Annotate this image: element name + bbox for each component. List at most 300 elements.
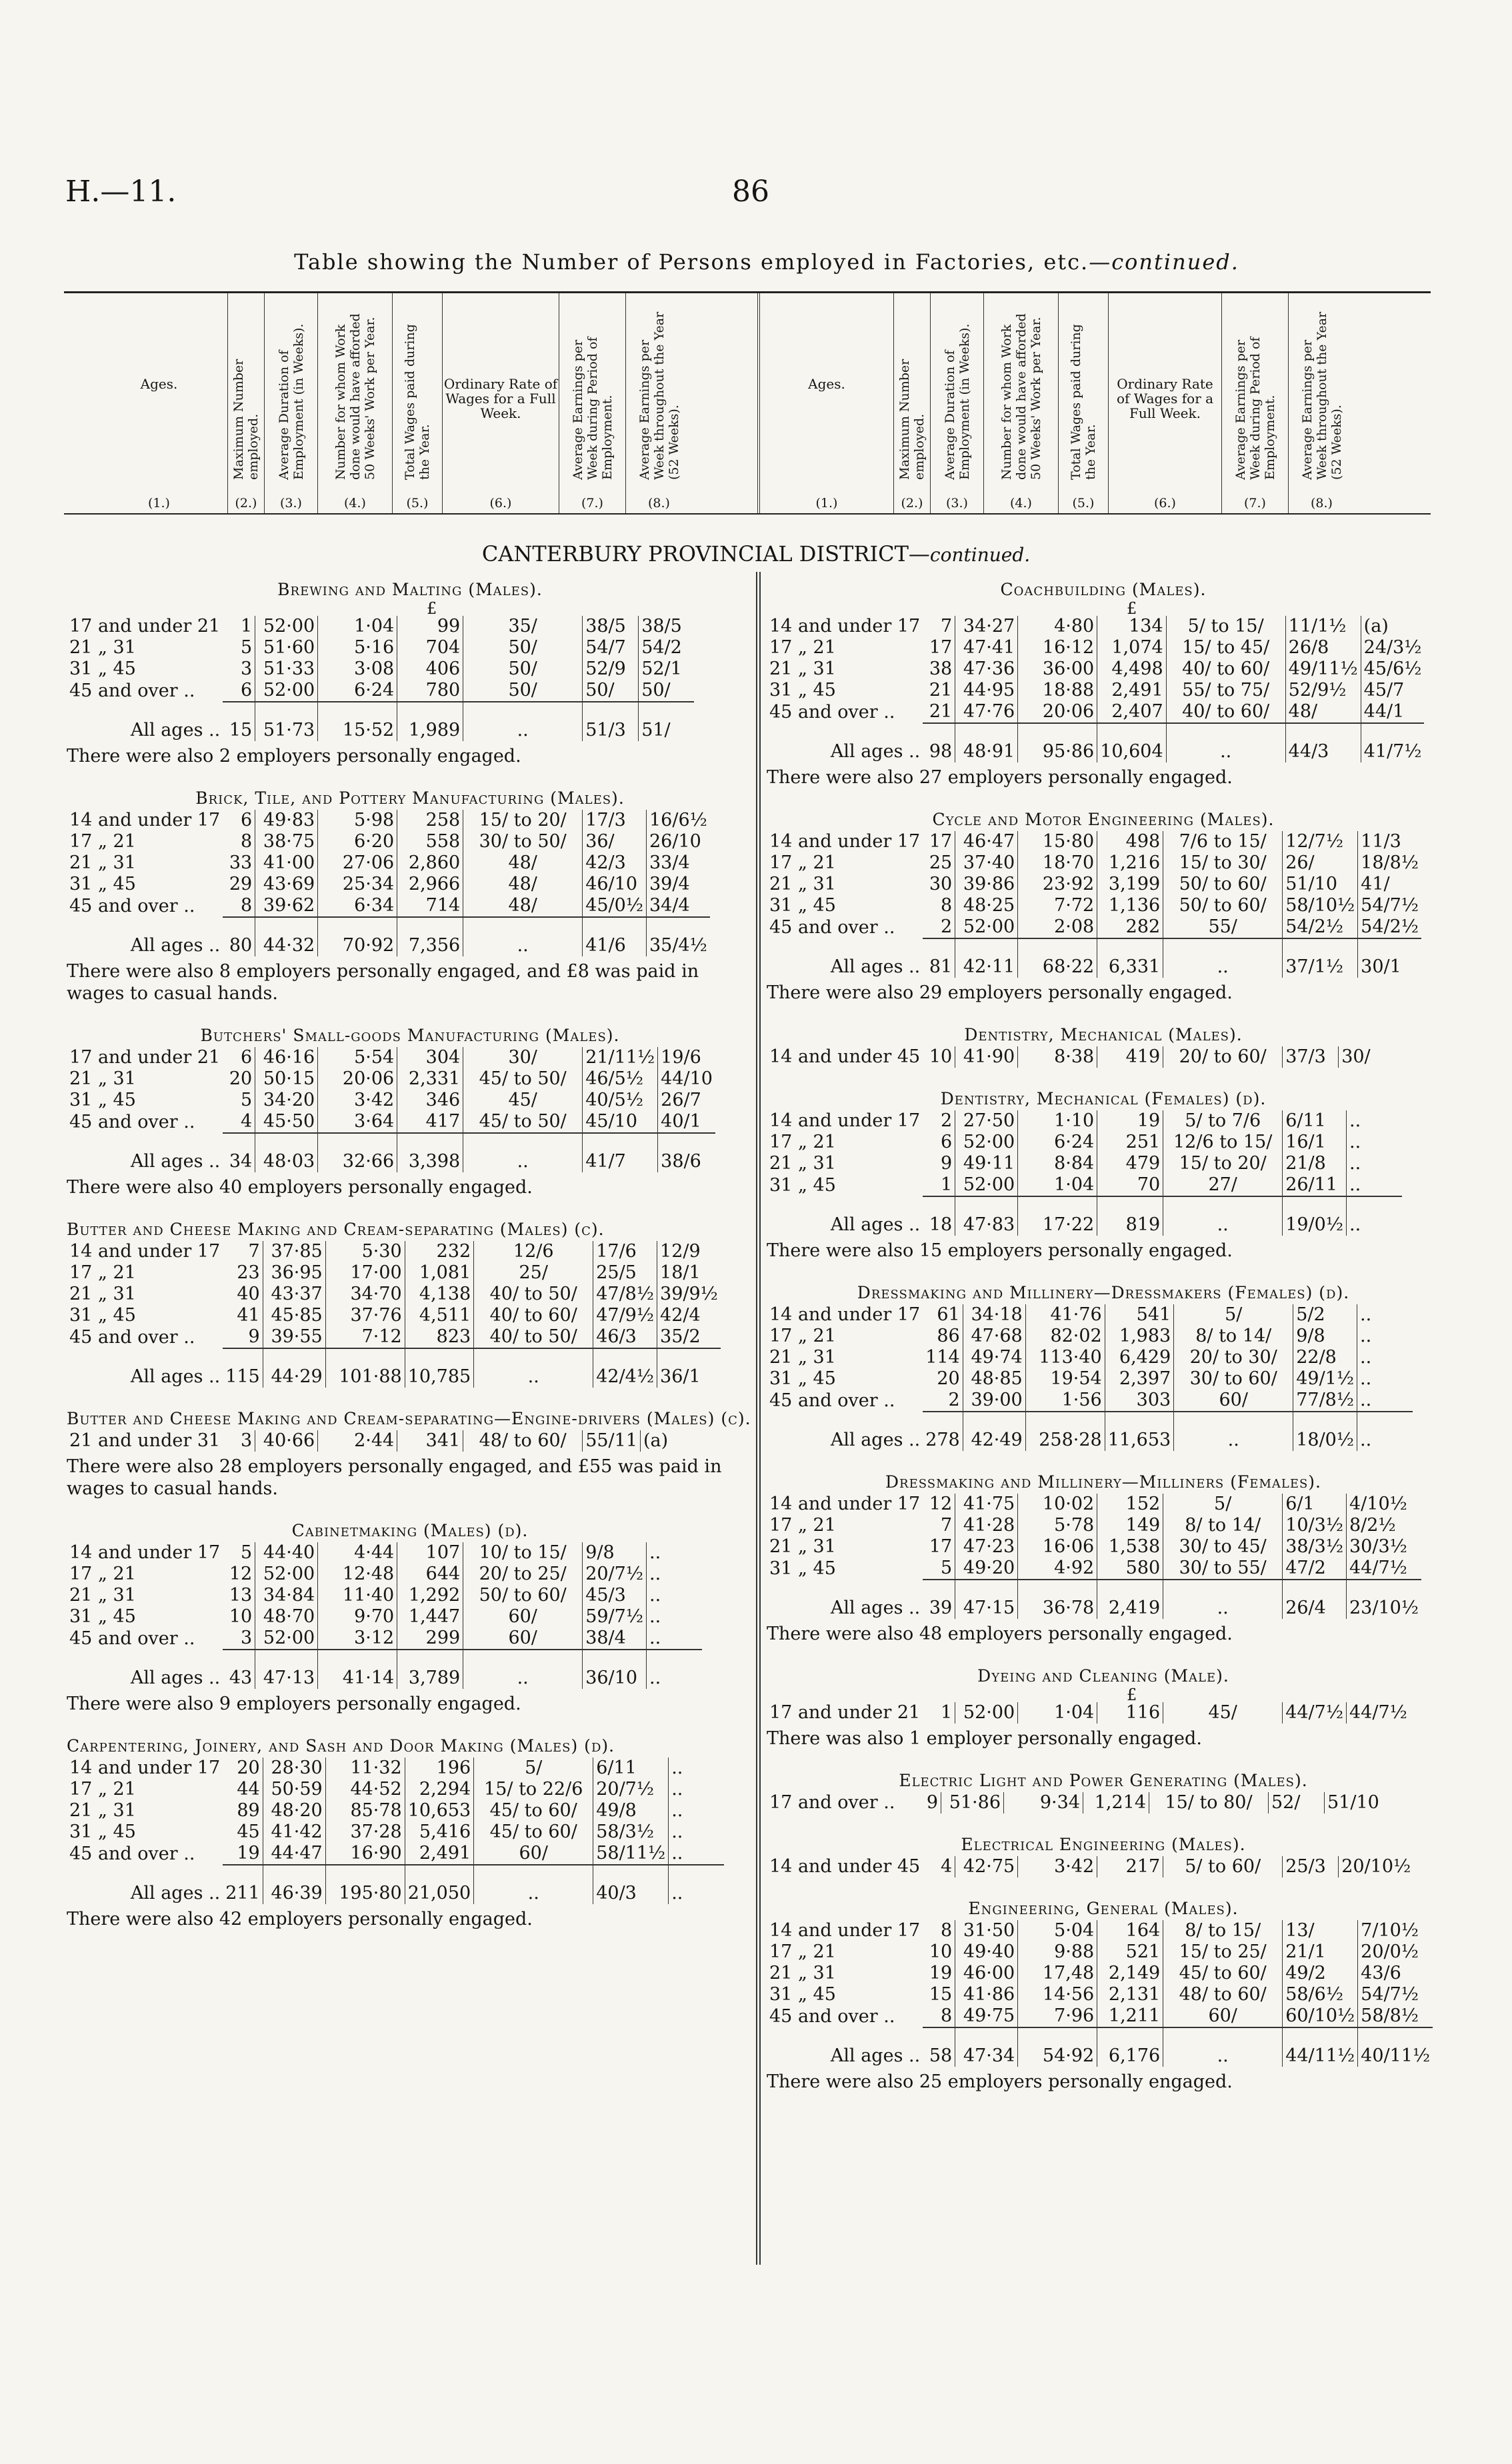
table-row [767, 1110, 1402, 1132]
table-row [767, 1368, 1413, 1390]
table-row [67, 810, 710, 831]
cell-col-5: 1,136 [1097, 895, 1163, 916]
cell-col-4: 15·52 [318, 702, 397, 741]
cell-col-2: 8 [941, 1920, 953, 1941]
column-header-number: (3.) [946, 496, 968, 511]
cell-col-7: 58/6½ [1283, 1984, 1358, 2005]
cell-col-4: 6·20 [318, 831, 397, 852]
cell-col-2: 12 [929, 1494, 953, 1514]
cell-col-3: 52·00 [255, 616, 318, 637]
cell-col-3: 49·40 [955, 1941, 1018, 1963]
cell-col-5: 10,785 [405, 1348, 473, 1388]
table-row [767, 1963, 1433, 1984]
cell-col-2: 41 [237, 1305, 260, 1326]
cell-col-2: 8 [241, 831, 253, 852]
cell-col-1: 17 „ 21 [69, 1779, 136, 1800]
cell-col-1: 45 and over .. [769, 917, 895, 938]
cell-col-5: 99 [397, 616, 463, 637]
cell-col-3: 48·25 [955, 895, 1018, 916]
cell-col-1: All ages .. [830, 956, 921, 977]
column-header-7 [559, 293, 625, 513]
cell-col-7: 51/10 [1283, 874, 1358, 895]
cell-col-6: 48/ [463, 895, 583, 917]
cell-col-7: 58/3½ [593, 1822, 669, 1843]
data-table [67, 1241, 721, 1388]
cell-col-1: 45 and over .. [69, 680, 195, 701]
total-row [767, 1412, 1413, 1451]
cell-col-5: 3,789 [397, 1650, 463, 1689]
cell-col-6: 7/6 to 15/ [1163, 831, 1283, 852]
cell-col-3: 48·85 [963, 1368, 1025, 1390]
table-row [67, 680, 694, 702]
pound-sign: £ [1127, 1686, 1137, 1704]
right-section [767, 1471, 1440, 1645]
cell-col-3: 51·73 [255, 702, 318, 741]
district-name: CANTERBURY PROVINCIAL DISTRICT— [481, 541, 930, 567]
cell-col-5: 2,491 [1097, 680, 1166, 701]
cell-col-6: 30/ [463, 1047, 583, 1068]
cell-col-7: 17/3 [583, 810, 647, 831]
cell-col-8: (a) [1361, 616, 1424, 637]
cell-col-4: 32·66 [318, 1133, 397, 1172]
cell-col-3: 34·20 [255, 1090, 318, 1111]
total-row [67, 1865, 724, 1904]
column-header-label: Number for whom Work done would have afforded 50 Weeks' Work per Year. [999, 313, 1043, 480]
section-note: There were also 40 employers personally engaged. [67, 1177, 533, 1198]
cell-col-6: 60/ [474, 1843, 593, 1865]
data-table [767, 1110, 1402, 1236]
cell-col-5: 558 [397, 831, 463, 852]
cell-col-5: 714 [397, 895, 463, 917]
cell-col-6: 30/ to 60/ [1174, 1368, 1293, 1390]
cell-col-2: 43 [223, 1650, 255, 1689]
cell-col-1: 17 „ 21 [769, 1132, 836, 1152]
cell-col-7: 21/1 [1283, 1941, 1358, 1963]
column-header-number: (2.) [235, 496, 257, 511]
cell-col-8: .. [647, 1628, 703, 1650]
cell-col-8: 38/5 [639, 616, 695, 637]
cell-col-7: 47/9½ [593, 1305, 657, 1326]
cell-col-6: 50/ [463, 680, 583, 702]
cell-col-6: 40/ to 50/ [474, 1326, 593, 1348]
cell-col-5: 4,511 [405, 1305, 473, 1326]
cell-col-1: All ages .. [830, 2045, 921, 2066]
cell-col-2: 13 [229, 1585, 253, 1606]
cell-col-8: 58/8½ [1358, 2005, 1433, 2027]
table-row [767, 1494, 1421, 1515]
cell-col-3: 39·00 [963, 1390, 1025, 1412]
column-header-4 [317, 293, 392, 513]
cell-col-2: 5 [941, 1558, 953, 1578]
section-title: Carpentering, Joinery, and Sash and Door Making (Males) (d). [67, 1736, 615, 1756]
table-row [67, 1241, 721, 1262]
data-table [67, 1542, 702, 1689]
cell-col-8: .. [1347, 1174, 1403, 1196]
cell-col-7: 49/1½ [1293, 1368, 1357, 1390]
column-header-2 [893, 293, 930, 513]
cell-col-5: 406 [397, 658, 463, 680]
cell-col-1: 17 „ 21 [69, 831, 136, 852]
cell-col-3: 52·00 [955, 1132, 1018, 1153]
data-table [767, 1304, 1413, 1451]
column-header-number: (6.) [489, 496, 512, 511]
cell-col-2: 20 [229, 1068, 253, 1089]
cell-col-1: 21 „ 31 [69, 1800, 136, 1821]
cell-col-3: 44·47 [263, 1843, 325, 1865]
cell-col-3: 48·70 [255, 1606, 318, 1628]
cell-col-8: 18/1 [657, 1262, 721, 1284]
cell-col-2: 114 [925, 1347, 960, 1368]
cell-col-5: 644 [397, 1564, 463, 1585]
cell-col-7: 11/1½ [1285, 616, 1361, 637]
column-header-label: Average Earnings per Week during Period of Employment. [570, 337, 615, 480]
table-row [767, 616, 1424, 637]
cell-col-1: 45 and over .. [69, 1327, 195, 1348]
cell-col-3: 47·41 [955, 637, 1018, 658]
cell-col-6: 50/ [463, 637, 583, 658]
cell-col-4: 16·12 [1018, 637, 1097, 658]
cell-col-1: 21 „ 31 [69, 1585, 136, 1606]
cell-col-6: .. [1163, 1580, 1283, 1619]
cell-col-6: 60/ [1163, 2005, 1283, 2027]
cell-col-3: 47·34 [955, 2027, 1018, 2067]
cell-col-7: 9/8 [583, 1542, 647, 1564]
cell-col-7: 36/10 [583, 1650, 647, 1689]
cell-col-8: (a) [641, 1430, 697, 1452]
cell-col-3: 52·00 [955, 1174, 1018, 1196]
cell-col-8: 34/4 [647, 895, 710, 917]
cell-col-2: 2 [941, 916, 953, 937]
cell-col-3: 52·00 [255, 680, 318, 702]
cell-col-7: 9/8 [1293, 1326, 1357, 1347]
total-row [767, 1580, 1421, 1619]
cell-col-7: 38/4 [583, 1628, 647, 1650]
cell-col-1: 31 „ 45 [769, 1984, 836, 2005]
cell-col-8: 51/10 [1325, 1792, 1382, 1814]
cell-col-1: All ages .. [130, 1151, 221, 1172]
cell-col-1: 45 and over .. [69, 1112, 195, 1132]
left-column [67, 573, 753, 1930]
table-row [767, 895, 1421, 916]
cell-col-2: 10 [929, 1046, 953, 1067]
section-title: Electric Light and Power Generating (Males). [899, 1771, 1308, 1790]
cell-col-3: 34·27 [955, 616, 1018, 637]
cell-col-1: All ages .. [830, 1214, 921, 1235]
column-header-label: Average Duration of Employment (in Weeks). [942, 323, 972, 480]
cell-col-8: .. [1347, 1153, 1403, 1174]
right-section [767, 1088, 1440, 1262]
cell-col-2: 81 [923, 938, 955, 978]
table-row [767, 701, 1424, 723]
cell-col-3: 52·00 [255, 1628, 318, 1650]
cell-col-5: 19 [1097, 1110, 1163, 1132]
cell-col-4: 11·40 [318, 1585, 397, 1606]
cell-col-4: 15·80 [1018, 831, 1097, 852]
cell-col-7: 42/4½ [593, 1348, 657, 1388]
cell-col-3: 47·36 [955, 658, 1018, 680]
cell-col-1: 31 „ 45 [69, 1606, 136, 1627]
cell-col-2: 17 [929, 1536, 953, 1557]
table-row [767, 874, 1421, 895]
column-header-number: (6.) [1154, 496, 1176, 511]
cell-col-6: 5/ to 15/ [1166, 616, 1285, 637]
cell-col-5: 819 [1097, 1196, 1163, 1236]
column-header-number: (2.) [901, 496, 923, 511]
cell-col-2: 3 [241, 1430, 253, 1451]
cell-col-6: 48/ to 60/ [1163, 1984, 1283, 2005]
cell-col-6: 8/ to 15/ [1163, 1920, 1283, 1941]
column-header-label: Ordinary Rate of Wages for a Full Week. [1116, 376, 1214, 421]
cell-col-8: .. [669, 1822, 725, 1843]
table-row [67, 1585, 702, 1606]
cell-col-2: 278 [923, 1412, 963, 1451]
cell-col-4: 1·10 [1018, 1110, 1097, 1132]
data-table [67, 810, 710, 956]
cell-col-4: 16·90 [325, 1843, 405, 1865]
cell-col-2: 45 [237, 1822, 260, 1842]
cell-col-7: 12/7½ [1283, 831, 1358, 852]
cell-col-4: 258·28 [1025, 1412, 1105, 1451]
column-header-7 [1221, 293, 1288, 513]
cell-col-5: 1,216 [1097, 852, 1163, 874]
cell-col-1: 14 and under 17 [769, 1920, 921, 1941]
cell-col-6: 48/ [463, 874, 583, 895]
cell-col-6: 5/ [1163, 1494, 1283, 1515]
cell-col-6: 45/ [463, 1090, 583, 1111]
table-row [67, 831, 710, 852]
left-section [67, 1408, 753, 1500]
cell-col-6: 50/ to 60/ [463, 1585, 583, 1606]
cell-col-7: 38/3½ [1283, 1536, 1347, 1558]
cell-col-3: 46·00 [955, 1963, 1018, 1984]
cell-col-6: 40/ to 60/ [1166, 658, 1285, 680]
data-table [767, 1702, 1410, 1724]
cell-col-2: 12 [229, 1564, 253, 1584]
cell-col-3: 50·59 [263, 1779, 325, 1800]
cell-col-6: 40/ to 50/ [474, 1284, 593, 1305]
cell-col-4: 20·06 [1018, 701, 1097, 723]
cell-col-4: 17·22 [1018, 1196, 1097, 1236]
cell-col-3: 44·32 [255, 917, 318, 956]
cell-col-2: 9 [926, 1792, 938, 1813]
table-row [767, 916, 1421, 938]
cell-col-6: 15/ to 30/ [1163, 852, 1283, 874]
right-column [767, 573, 1440, 2093]
column-header-label: Ages. [140, 376, 178, 392]
cell-col-4: 3·12 [318, 1628, 397, 1650]
cell-col-8: 44/7½ [1347, 1558, 1421, 1580]
data-table [767, 616, 1424, 762]
cell-col-5: 479 [1097, 1153, 1163, 1174]
cell-col-5: 3,398 [397, 1133, 463, 1172]
cell-col-5: 152 [1097, 1494, 1163, 1515]
cell-col-4: 95·86 [1018, 723, 1097, 762]
table-row [67, 616, 694, 637]
right-section [767, 808, 1440, 1004]
section-title: Dressmaking and Millinery—Dressmakers (Females) (d). [857, 1283, 1350, 1302]
cell-col-1: 31 „ 45 [69, 658, 136, 679]
cell-col-8: 54/7½ [1358, 895, 1421, 916]
column-header-2 [227, 293, 264, 513]
cell-col-1: 31 „ 45 [769, 895, 836, 916]
cell-col-7: 36/ [583, 831, 647, 852]
cell-col-1: 31 „ 45 [769, 1368, 836, 1389]
cell-col-7: 44/7½ [1283, 1702, 1347, 1724]
cell-col-1: 45 and over .. [769, 2006, 895, 2027]
section-note: There was also 1 employer personally engaged. [767, 1728, 1202, 1749]
cell-col-4: 5·16 [318, 637, 397, 658]
cell-col-4: 82·02 [1025, 1326, 1105, 1347]
cell-col-4: 8·84 [1018, 1153, 1097, 1174]
cell-col-2: 10 [229, 1606, 253, 1627]
cell-col-3: 39·62 [255, 895, 318, 917]
column-header-number: (8.) [648, 496, 670, 511]
cell-col-8: 44/7½ [1347, 1702, 1410, 1724]
table-row [67, 1111, 715, 1133]
cell-col-1: All ages .. [130, 935, 221, 956]
cell-col-8: .. [669, 1800, 725, 1822]
total-row [67, 1133, 715, 1172]
cell-col-7: 6/11 [1283, 1110, 1347, 1132]
cell-col-1: 21 „ 31 [69, 637, 136, 658]
cell-col-7: 17/6 [593, 1241, 657, 1262]
cell-col-5: 21,050 [405, 1865, 473, 1904]
cell-col-1: 21 and under 31 [69, 1430, 221, 1451]
cell-col-7: 21/8 [1283, 1153, 1347, 1174]
cell-col-1: 14 and under 17 [769, 616, 921, 636]
cell-col-2: 7 [941, 616, 953, 636]
cell-col-3: 41·90 [955, 1046, 1018, 1068]
cell-col-8: 35/2 [657, 1326, 721, 1348]
cell-col-4: 1·04 [1018, 1174, 1097, 1196]
column-header-label: Average Earnings per Week throughout the Year (52 Weeks). [1299, 311, 1344, 480]
cell-col-7: 41/6 [583, 917, 647, 956]
cell-col-8: 7/10½ [1358, 1920, 1433, 1941]
cell-col-3: 43·69 [255, 874, 318, 895]
cell-col-2: 6 [941, 1132, 953, 1152]
table-row [67, 1542, 702, 1564]
cell-col-5: 2,397 [1105, 1368, 1173, 1390]
cell-col-2: 17 [929, 831, 953, 852]
cell-col-6: 45/ to 60/ [474, 1822, 593, 1843]
column-header-label: Average Duration of Employment (in Weeks). [276, 323, 306, 480]
column-header-number: (1.) [148, 496, 170, 511]
cell-col-2: 6 [241, 1047, 253, 1068]
cell-col-5: 217 [1097, 1856, 1163, 1877]
section-note: There were also 2 employers personally engaged. [67, 746, 521, 766]
cell-col-2: 6 [241, 810, 253, 830]
section-note: There were also 8 employers personally engaged, and £8 was paid in wages to casual hands. [67, 961, 699, 1004]
cell-col-5: 2,131 [1097, 1984, 1163, 2005]
cell-col-5: 11,653 [1105, 1412, 1173, 1451]
cell-col-6: 8/ to 14/ [1163, 1515, 1283, 1536]
cell-col-2: 18 [923, 1196, 955, 1236]
cell-col-4: 16·06 [1018, 1536, 1097, 1558]
section-title: Dentistry, Mechanical (Females) (d). [940, 1089, 1267, 1108]
cell-col-1: 14 and under 17 [69, 1542, 221, 1563]
cell-col-5: 1,292 [397, 1585, 463, 1606]
cell-col-1: 21 „ 31 [69, 1284, 136, 1304]
cell-col-3: 48·91 [955, 723, 1018, 762]
pound-sign: £ [427, 599, 437, 618]
left-section [67, 1520, 753, 1715]
cell-col-8: 30/1 [1358, 938, 1421, 978]
cell-col-4: 1·04 [318, 616, 397, 637]
table-row [767, 1132, 1402, 1153]
cell-col-6: 45/ to 60/ [1163, 1963, 1283, 1984]
column-header-6 [1108, 293, 1221, 513]
column-header-8 [1288, 293, 1355, 513]
cell-col-3: 47·68 [963, 1326, 1025, 1347]
cell-col-8: 23/10½ [1347, 1580, 1421, 1619]
cell-col-7: 10/3½ [1283, 1515, 1347, 1536]
total-row [67, 1348, 721, 1388]
cell-col-5: 1,983 [1105, 1326, 1173, 1347]
column-header-band [64, 291, 1431, 515]
cell-col-3: 44·29 [263, 1348, 325, 1388]
table-row [767, 637, 1424, 658]
cell-col-2: 61 [937, 1304, 960, 1325]
cell-col-6: .. [1163, 1196, 1283, 1236]
table-row [67, 658, 694, 680]
cell-col-1: All ages .. [130, 720, 221, 740]
cell-col-5: 2,860 [397, 852, 463, 874]
cell-col-2: 3 [241, 1628, 253, 1648]
cell-col-5: 5,416 [405, 1822, 473, 1843]
cell-col-8: .. [1357, 1390, 1413, 1412]
column-header-1 [760, 293, 893, 513]
cell-col-3: 44·95 [955, 680, 1018, 701]
cell-col-5: 1,989 [397, 702, 463, 741]
cell-col-6: 10/ to 15/ [463, 1542, 583, 1564]
cell-col-1: 17 „ 21 [769, 852, 836, 873]
cell-col-1: 21 „ 31 [69, 1068, 136, 1089]
cell-col-6: 40/ to 60/ [1166, 701, 1285, 723]
cell-col-7: 60/10½ [1283, 2005, 1358, 2027]
section-title: Engineering, General (Males). [968, 1899, 1239, 1918]
cell-col-1: 21 „ 31 [769, 874, 836, 894]
cell-col-3: 42·11 [955, 938, 1018, 978]
cell-col-4: 3·08 [318, 658, 397, 680]
cell-col-7: 52/ [1269, 1792, 1325, 1814]
cell-col-7: 44/3 [1285, 723, 1361, 762]
table-title-continued: continued. [1111, 249, 1239, 275]
cell-col-7: 13/ [1283, 1920, 1358, 1941]
cell-col-2: 39 [923, 1580, 955, 1619]
cell-col-3: 45·50 [255, 1111, 318, 1133]
cell-col-3: 48·03 [255, 1133, 318, 1172]
column-header-label: Number for whom Work done would have afforded 50 Weeks' Work per Year. [333, 313, 377, 480]
section-title: Electrical Engineering (Males). [961, 1835, 1246, 1854]
cell-col-4: 101·88 [325, 1348, 405, 1388]
district-heading [0, 541, 1512, 567]
cell-col-5: 580 [1097, 1558, 1163, 1580]
cell-col-3: 49·20 [955, 1558, 1018, 1580]
cell-col-7: 26/4 [1283, 1580, 1347, 1619]
cell-col-7: 41/7 [583, 1133, 658, 1172]
cell-col-3: 39·86 [955, 874, 1018, 895]
column-header-label: Ordinary Rate of Wages for a Full Week. [443, 376, 558, 421]
cell-col-2: 20 [937, 1368, 960, 1389]
cell-col-8: .. [669, 1865, 725, 1904]
cell-col-5: 1,538 [1097, 1536, 1163, 1558]
section-title: Brewing and Malting (Males). [277, 580, 543, 599]
cell-col-3: 36·95 [263, 1262, 325, 1284]
cell-col-6: 50/ [463, 658, 583, 680]
column-header-number: (8.) [1311, 496, 1333, 511]
cell-col-1: 21 „ 31 [69, 852, 136, 873]
column-header-3 [930, 293, 983, 513]
